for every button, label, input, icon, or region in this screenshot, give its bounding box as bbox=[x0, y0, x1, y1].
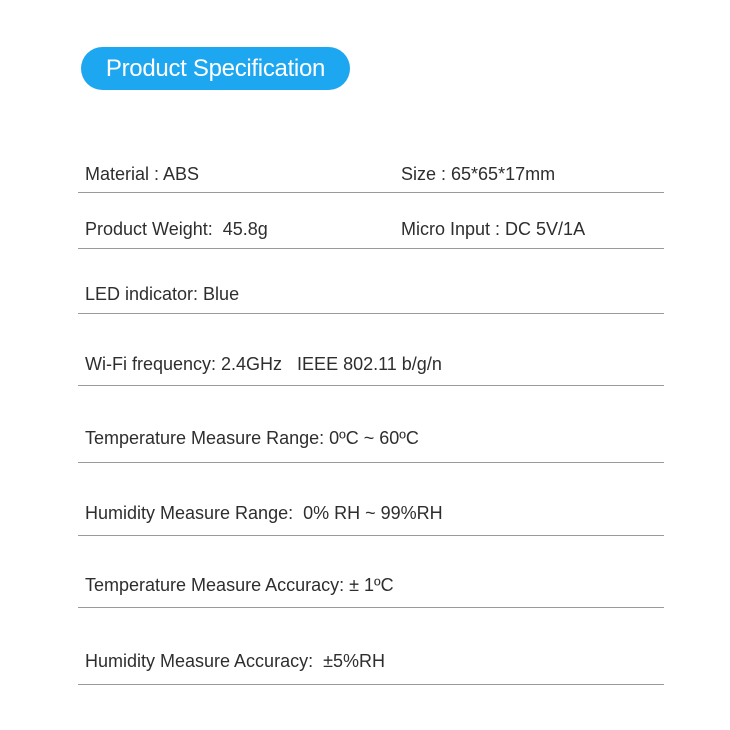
spec-row-humidity-range bbox=[78, 490, 664, 536]
spec-led: LED indicator: Blue bbox=[85, 284, 240, 304]
spec-row-temp-accuracy bbox=[78, 562, 664, 608]
section-title: Product Specification bbox=[105, 55, 326, 82]
spec-temp-accuracy: Temperature Measure Accuracy: ± 1ºC bbox=[85, 575, 394, 595]
spec-humidity-range: Humidity Measure Range: 0% RH ~ 99%RH bbox=[85, 503, 443, 523]
spec-row-wifi bbox=[78, 340, 664, 386]
section-title-badge bbox=[81, 47, 350, 90]
spec-row-weight-input bbox=[78, 205, 664, 249]
spec-row-humidity-accuracy bbox=[78, 638, 664, 685]
spec-wifi: Wi-Fi frequency: 2.4GHz IEEE 802.11 b/g/n bbox=[85, 354, 442, 374]
spec-row-led bbox=[78, 270, 664, 314]
spec-humidity-accuracy: Humidity Measure Accuracy: ±5%RH bbox=[85, 651, 385, 671]
spec-row-material-size bbox=[78, 150, 664, 193]
spec-temp-range: Temperature Measure Range: 0ºC ~ 60ºC bbox=[85, 428, 419, 448]
spec-micro-input: Micro Input : DC 5V/1A bbox=[401, 219, 586, 239]
spec-row-temp-range bbox=[78, 415, 664, 463]
spec-size: Size : 65*65*17mm bbox=[401, 164, 556, 184]
spec-weight: Product Weight: 45.8g bbox=[85, 219, 268, 239]
spec-material: Material : ABS bbox=[85, 164, 200, 184]
